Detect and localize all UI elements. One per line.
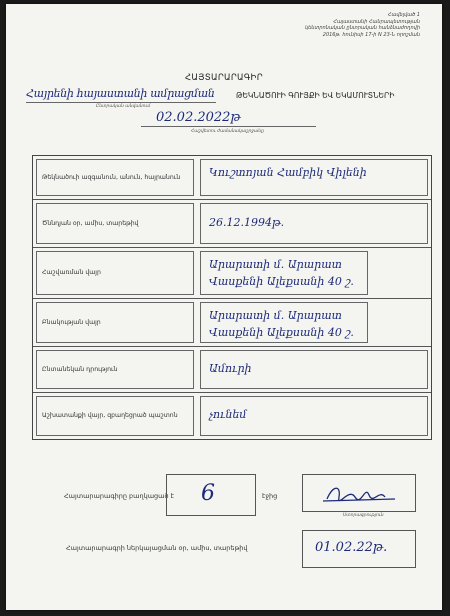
filed-date-label: Հայտարարագրի ներկայացման օր, ամիս, տարեթիվ — [66, 544, 248, 552]
row-label: Բնակության վայր — [36, 302, 194, 343]
row-value: Կուշտոյան Համբիկ Վիլենի — [200, 159, 428, 196]
table-row — [33, 346, 431, 392]
period-handwritten: 02.02.2022թ — [156, 110, 241, 125]
table-row — [33, 298, 431, 346]
row-label: Աշխատանքի վայր, զբաղեցրած պաշտոն — [36, 396, 194, 436]
row-value: Արարատի մ. Արարատ Վասքենի Ալեքսանի 40 շ. — [200, 302, 368, 343]
appendix-line-1: Հավելված 1 — [387, 12, 420, 18]
table-row — [33, 199, 431, 247]
subject-caption: Ընտրական անվանում — [96, 104, 151, 109]
declaration-table — [32, 155, 432, 440]
appendix-note — [270, 12, 420, 38]
filed-date-value: 01.02.22թ. — [315, 540, 388, 555]
appendix-line-2: Հայաստանի Հանրապետության — [333, 18, 420, 25]
document-title: ՀԱՅՏԱՐԱՐԱԳԻՐ — [185, 73, 263, 83]
period-underline — [141, 126, 316, 127]
filed-date-box — [302, 530, 416, 568]
period-caption: Հաշվետու ժամանակաշրջանը — [191, 129, 264, 134]
row-label: Թեկնածուի ազգանուն, անուն, հայրանուն — [36, 159, 194, 196]
signature-caption: Ստորագրություն — [343, 513, 384, 518]
appendix-line-3: կենտրոնական ընտրական հանձնաժողովի — [304, 25, 420, 31]
row-label: Ծննդյան օր, ամիս, տարեթիվ — [36, 203, 194, 244]
subject-printed: ԹԵԿՆԱԾՈՒԻ ԳՈՒՅՔԻ ԵՎ ԵԿԱՄՈՒՏՆԵՐԻ — [236, 91, 395, 100]
subject-line — [24, 87, 424, 103]
row-label: Հաշվառման վայր — [36, 251, 194, 295]
table-row — [33, 247, 431, 298]
row-value: 26.12.1994թ. — [200, 203, 428, 244]
declaration-sheet — [6, 4, 442, 610]
pages-box — [166, 474, 256, 516]
row-value: Արարատի մ. Արարատ Վասքենի Ալեքսանի 40 շ. — [200, 251, 368, 295]
signature-mark — [303, 475, 415, 511]
row-value: Ամուրի — [200, 350, 428, 389]
row-label: Ընտանեկան դրություն — [36, 350, 194, 389]
pages-label: Հայտարարագիրը բաղկացած է — [64, 492, 174, 500]
signature-box — [302, 474, 416, 512]
appendix-line-4: 2016թ. հունիսի 17-ի N 23-Ն որոշման — [322, 31, 420, 38]
subject-handwritten: Հայրենի հայաստանի ամրացման — [26, 87, 215, 100]
table-row — [33, 392, 431, 439]
row-value: չունեմ — [200, 396, 428, 436]
pages-value: 6 — [201, 481, 215, 506]
subject-underline — [26, 102, 216, 103]
pages-suffix: էջից — [262, 492, 278, 500]
table-row — [33, 156, 431, 199]
